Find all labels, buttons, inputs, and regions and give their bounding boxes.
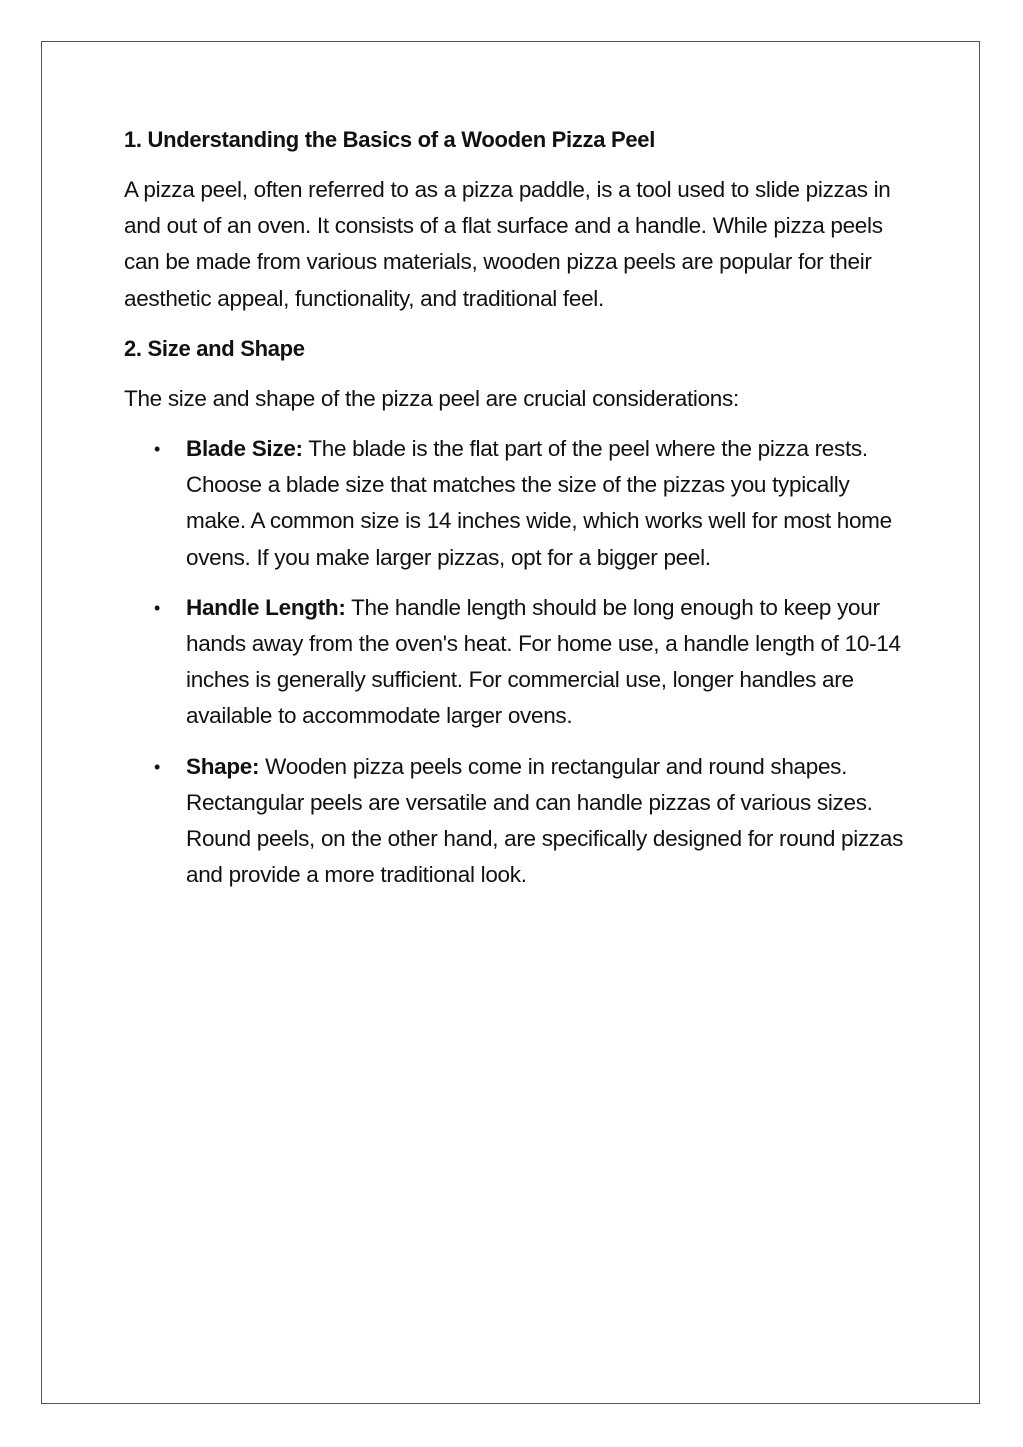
list-item-shape xyxy=(124,749,904,894)
bullet-marker: • xyxy=(154,756,161,777)
bullet-list xyxy=(124,431,904,893)
bullet-term: Shape: xyxy=(186,753,260,779)
section-heading-size-shape: 2. Size and Shape xyxy=(124,335,305,361)
bullet-marker: • xyxy=(154,597,161,618)
bullet-term: Blade Size: xyxy=(186,436,303,462)
list-item-handle-length xyxy=(124,590,904,735)
bullet-text: The blade is the flat part of the peel where the pizza rests. Choose a blade size that matches the size of the pizzas you typically make. A common size is 14 inches wide, which works well for most home ovens. If you make larger pizzas, opt for a bigger peel. xyxy=(186,436,892,570)
section-heading-basics: 1. Understanding the Basics of a Wooden Pizza Peel xyxy=(124,127,656,152)
section-paragraph-basics: A pizza peel, often referred to as a pizza paddle, is a tool used to slide pizzas in and out of an oven. It consists of a flat surface and a handle. While pizza peels can be made from various materials, wooden pizza peels are popular for their aesthetic appeal, functionality, and traditional feel. xyxy=(124,177,891,311)
bullet-text: The handle length should be long enough to keep your hands away from the oven's heat. For home use, a handle length of 10-14 inches is generally sufficient. For commercial use, longer handles are available to accommodate larger ovens. xyxy=(186,594,901,729)
bullet-text: Wooden pizza peels come in rectangular and round shapes. Rectangular peels are versatile and can handle pizzas of various sizes. Round peels, on the other hand, are specifically designed for round pizzas and provide a more traditional look. xyxy=(186,753,904,888)
bullet-term: Handle Length: xyxy=(186,594,346,620)
bullet-marker: • xyxy=(154,439,161,460)
section-paragraph-size-shape: The size and shape of the pizza peel are crucial considerations: xyxy=(124,385,739,411)
document-body xyxy=(124,122,904,907)
list-item-blade-size xyxy=(124,431,904,576)
